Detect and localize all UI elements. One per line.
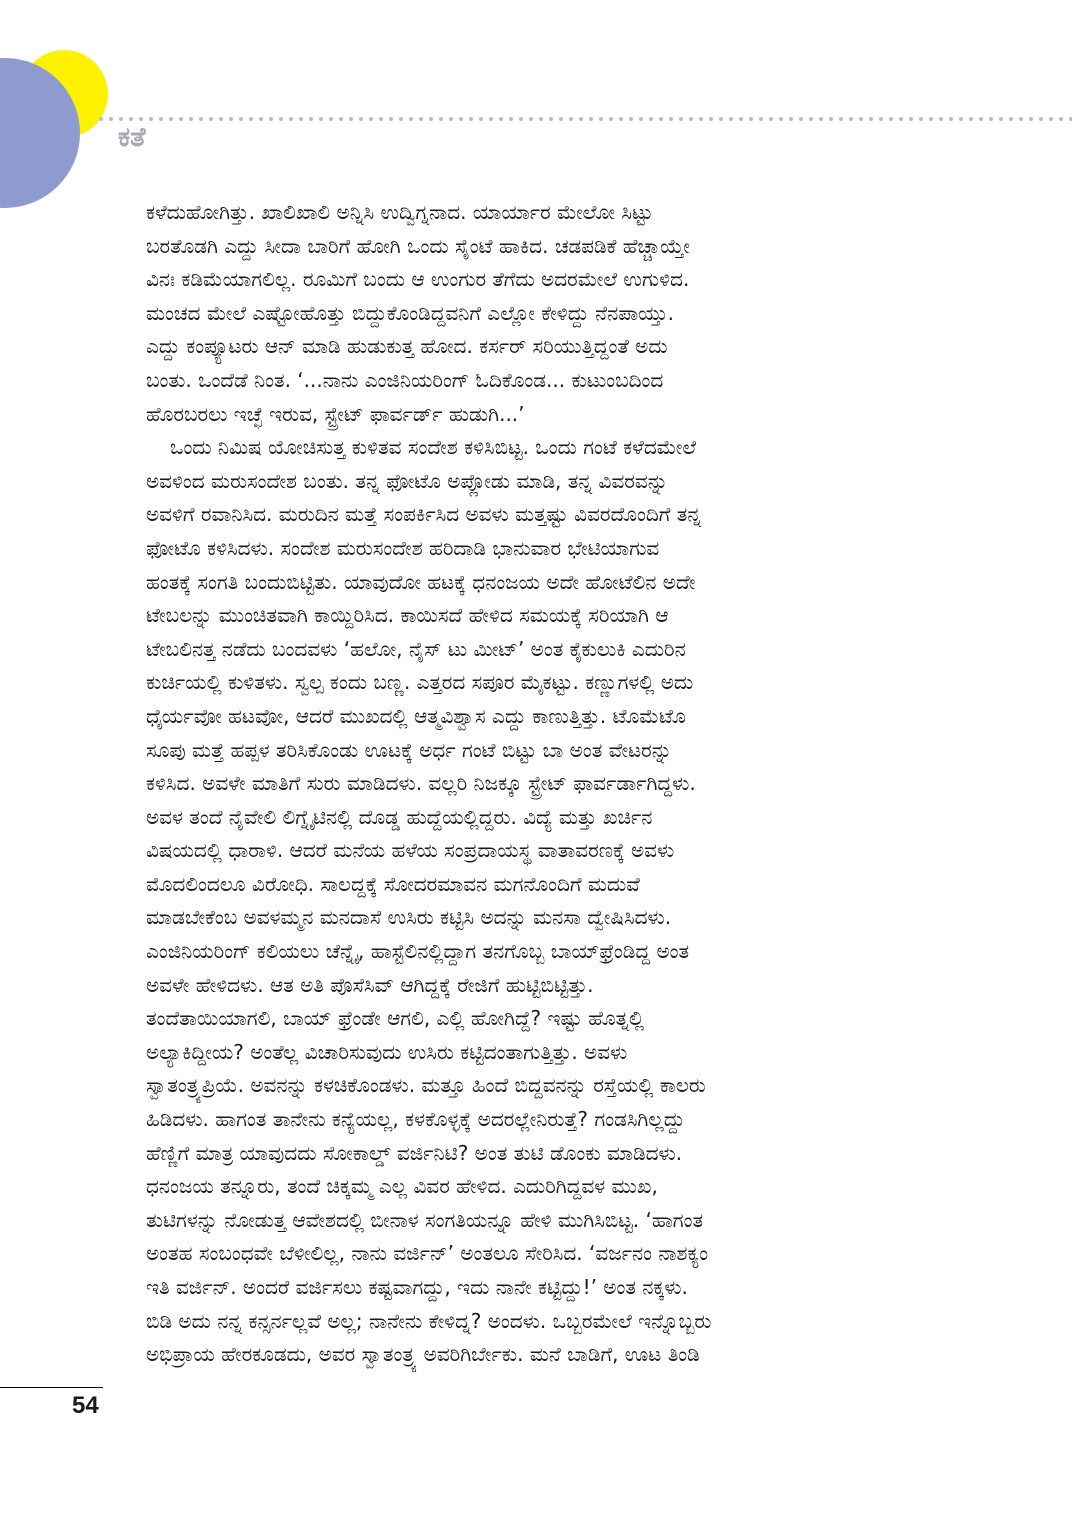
story-line: ವಿನಃ ಕಡಿಮೆಯಾಗಲಿಲ್ಲ. ರೂಮಿಗೆ ಬಂದು ಆ ಉಂಗುರ ತೆಗೆದು ಅದರಮೇಲೆ ಉಗುಳಿದ.	[146, 267, 690, 292]
story-line: ಅವಳೇ ಹೇಳಿದಳು. ಆತ ಅತಿ ಪೊಸೆಸಿವ್ ಆಗಿದ್ದಕ್ಕೆ ರೇಜಿಗೆ ಹುಟ್ಟಿಬಿಟ್ಟಿತ್ತು.	[146, 972, 594, 997]
dotted-header-rule	[96, 116, 1072, 122]
story-line: ಫೋಟೊ ಕಳಿಸಿದಳು. ಸಂದೇಶ ಮರುಸಂದೇಶ ಹರಿದಾಡಿ ಭಾನುವಾರ ಭೇಟಿಯಾಗುವ	[146, 535, 660, 560]
story-line: ಎಂಜಿನಿಯರಿಂಗ್ ಕಲಿಯಲು ಚೆನ್ನೈ, ಹಾಸ್ಟೆಲಿನಲ್ಲಿದ್ದಾಗ ತನಗೊಬ್ಬ ಬಾಯ್‌ಫ್ರೆಂಡಿದ್ದ ಅಂತ	[146, 939, 690, 964]
story-line: ತುಟಿಗಳನ್ನು ನೋಡುತ್ತ ಆವೇಶದಲ್ಲಿ ಬೀನಾಳ ಸಂಗತಿಯನ್ನೂ ಹೇಳಿ ಮುಗಿಸಿಬಿಟ್ಟ. ‘ಹಾಗಂತ	[146, 1207, 704, 1232]
story-line: ಎದ್ದು ಕಂಪ್ಯೂಟರು ಆನ್ ಮಾಡಿ ಹುಡುಕುತ್ತ ಹೋದ. ಕರ್ಸರ್ ಸರಿಯುತ್ತಿದ್ದಂತೆ ಅದು	[146, 334, 668, 359]
story-line: ಕಳಿಸಿದ. ಅವಳೇ ಮಾತಿಗೆ ಸುರು ಮಾಡಿದಳು. ವಲ್ಲರಿ ನಿಜಕ್ಕೂ ಸ್ಟ್ರೇಟ್ ಫಾರ್ವರ್ಡಾಗಿದ್ದಳು.	[146, 771, 696, 796]
story-line: ಬಿಡಿ ಅದು ನನ್ನ ಕನ್ಸರ್ನಲ್ಲವೆ ಅಲ್ಲ; ನಾನೇನು ಕೇಳಿದ್ನ? ಅಂದಳು. ಒಬ್ಬರಮೇಲೆ ಇನ್ನೊಬ್ಬರು	[146, 1308, 712, 1333]
story-line: ಮಂಚದ ಮೇಲೆ ಎಷ್ಟೋಹೊತ್ತು ಬಿದ್ದುಕೊಂಡಿದ್ದವನಿಗೆ ಎಲ್ಲೋ ಕೇಳಿದ್ದು ನೆನಪಾಯ್ತು.	[146, 300, 674, 325]
story-line: ಸ್ವಾತಂತ್ರ್ಯಪ್ರಿಯೆ. ಅವನನ್ನು ಕಳಚಿಕೊಂಡಳು. ಮತ್ತೂ ಹಿಂದೆ ಬಿದ್ದವನನ್ನು ರಸ್ತೆಯಲ್ಲಿ ಕಾಲರು	[146, 1073, 706, 1098]
story-line: ಟೇಬಲನ್ನು ಮುಂಚಿತವಾಗಿ ಕಾಯ್ದಿರಿಸಿದ. ಕಾಯಿಸದೆ ಹೇಳಿದ ಸಮಯಕ್ಕೆ ಸರಿಯಾಗಿ ಆ	[146, 603, 669, 628]
story-line: ಹೆಣ್ಣಿಗೆ ಮಾತ್ರ ಯಾವುದದು ಸೋಕಾಲ್ಡ್ ವರ್ಜಿನಿಟಿ? ಅಂತ ತುಟಿ ಡೊಂಕು ಮಾಡಿದಳು.	[146, 1140, 683, 1165]
story-line: ಒಂದು ನಿಮಿಷ ಯೋಚಿಸುತ್ತ ಕುಳಿತವ ಸಂದೇಶ ಕಳಿಸಿಬಿಟ್ಟ. ಒಂದು ಗಂಟೆ ಕಳೆದಮೇಲೆ	[170, 435, 697, 460]
page-number: 54	[72, 1392, 99, 1419]
story-line: ಅವಳಿಗೆ ರವಾನಿಸಿದ. ಮರುದಿನ ಮತ್ತೆ ಸಂಪರ್ಕಿಸಿದ ಅವಳು ಮತ್ತಷ್ಟು ವಿವರದೊಂದಿಗೆ ತನ್ನ	[146, 502, 702, 527]
story-line: ಕಳೆದುಹೋಗಿತ್ತು. ಖಾಲಿಖಾಲಿ ಅನ್ನಿಸಿ ಉದ್ವಿಗ್ನನಾದ. ಯಾರ್ಯಾರ ಮೇಲೋ ಸಿಟ್ಟು	[146, 200, 653, 224]
story-line: ಟೇಬಲಿನತ್ತ ನಡೆದು ಬಂದವಳು ‘ಹಲೋ, ನೈಸ್ ಟು ಮೀಟ್’ ಅಂತ ಕೈಕುಲುಕಿ ಎದುರಿನ	[146, 636, 686, 661]
footer-rule	[0, 1387, 103, 1388]
story-line: ಹಂತಕ್ಕೆ ಸಂಗತಿ ಬಂದುಬಿಟ್ಟಿತು. ಯಾವುದೋ ಹಟಕ್ಕೆ ಧನಂಜಯ ಅದೇ ಹೋಟೆಲಿನ ಅದೇ	[146, 569, 696, 594]
story-line: ಬರತೊಡಗಿ ಎದ್ದು ಸೀದಾ ಬಾರಿಗೆ ಹೋಗಿ ಒಂದು ಸೈಂಟೆ ಹಾಕಿದ. ಚಡಪಡಿಕೆ ಹೆಚ್ಚಾಯ್ತೇ	[146, 233, 690, 258]
story-line: ಸೂಪು ಮತ್ತೆ ಹಪ್ಪಳ ತರಿಸಿಕೊಂಡು ಊಟಕ್ಕೆ ಅರ್ಧ ಗಂಟೆ ಬಿಟ್ಟು ಬಾ ಅಂತ ವೇಟರನ್ನು	[146, 737, 672, 762]
story-line: ಇತಿ ವರ್ಜಿನ್. ಅಂದರೆ ವರ್ಜಿಸಲು ಕಷ್ಟವಾಗದ್ದು, ಇದು ನಾನೇ ಕಟ್ಟಿದ್ದು!’ ಅಂತ ನಕ್ಕಳು.	[146, 1275, 688, 1299]
story-line: ಮೊದಲಿಂದಲೂ ವಿರೋಧಿ. ಸಾಲದ್ದಕ್ಕೆ ಸೋದರಮಾವನ ಮಗನೊಂದಿಗೆ ಮದುವೆ	[146, 871, 640, 896]
story-line: ತಂದೆತಾಯಿಯಾಗಲಿ, ಬಾಯ್ ಫ್ರೆಂಡೇ ಆಗಲಿ, ಎಲ್ಲಿ ಹೋಗಿದ್ದೆ? ಇಷ್ಟು ಹೊತ್ನಲ್ಲಿ	[146, 1006, 645, 1031]
story-line: ಕುರ್ಚಿಯಲ್ಲಿ ಕುಳಿತಳು. ಸ್ವಲ್ಪ ಕಂದು ಬಣ್ಣ. ಎತ್ತರದ ಸಪೂರ ಮೈಕಟ್ಟು. ಕಣ್ಣುಗಳಲ್ಲಿ ಅದು	[146, 670, 694, 695]
section-label: ಕತೆ	[118, 122, 146, 153]
story-line: ಧೈರ್ಯವೋ ಹಟವೋ, ಆದರೆ ಮುಖದಲ್ಲಿ ಆತ್ಮವಿಶ್ವಾಸ ಎದ್ದು ಕಾಣುತ್ತಿತ್ತು. ಟೊಮೆಟೊ	[146, 703, 686, 728]
story-line: ಅಭಿಪ್ರಾಯ ಹೇರಕೂಡದು, ಅವರ ಸ್ವಾತಂತ್ರ್ಯ ಅವರಿಗಿರ್ಬೇಕು. ಮನೆ ಬಾಡಿಗೆ, ಊಟ ತಿಂಡಿ	[146, 1342, 700, 1367]
story-line: ಅವಳ ತಂದೆ ನೈವೇಲಿ ಲಿಗ್ನೈಟಿನಲ್ಲಿ ದೊಡ್ಡ ಹುದ್ದೆಯಲ್ಲಿದ್ದರು. ವಿದ್ಯೆ ಮತ್ತು ಖರ್ಚಿನ	[146, 804, 653, 829]
story-line: ಹಿಡಿದಳು. ಹಾಗಂತ ತಾನೇನು ಕನ್ಯೆಯಲ್ಲ, ಕಳಕೊಳ್ಳಕ್ಕೆ ಅದರಲ್ಲೇನಿರುತ್ತೆ? ಗಂಡಸಿಗಿಲ್ಲದ್ದು	[146, 1107, 685, 1132]
story-line: ಹೊರಬರಲು ಇಚ್ಛೆ ಇರುವ, ಸ್ಟ್ರೇಟ್ ಫಾರ್ವರ್ಡ್ ಹುಡುಗಿ...’	[146, 401, 525, 426]
story-text	[146, 196, 906, 1372]
story-line: ಧನಂಜಯ ತನ್ನೂರು, ತಂದೆ ಚಿಕ್ಕಮ್ಮ ಎಲ್ಲ ವಿವರ ಹೇಳಿದ. ಎದುರಿಗಿದ್ದವಳ ಮುಖ,	[146, 1174, 658, 1199]
story-line: ಅವಳಿಂದ ಮರುಸಂದೇಶ ಬಂತು. ತನ್ನ ಫೋಟೊ ಅಪ್ಲೋಡು ಮಾಡಿ, ತನ್ನ ವಿವರವನ್ನು	[146, 468, 668, 493]
story-line: ಮಾಡಬೇಕೆಂಬ ಅವಳಮ್ಮನ ಮನದಾಸೆ ಉಸಿರು ಕಟ್ಟಿಸಿ ಅದನ್ನು ಮನಸಾ ದ್ವೇಷಿಸಿದಳು.	[146, 905, 672, 930]
story-line: ಅಲ್ಯಾಕಿದ್ದೀಯ? ಅಂತೆಲ್ಲ ವಿಚಾರಿಸುವುದು ಉಸಿರು ಕಟ್ಟಿದಂತಾಗುತ್ತಿತ್ತು. ಅವಳು	[146, 1039, 628, 1064]
story-line: ಬಂತು. ಒಂದೆಡೆ ನಿಂತ. ‘...ನಾನು ಎಂಜಿನಿಯರಿಂಗ್ ಓದಿಕೊಂಡ... ಕುಟುಂಬದಿಂದ	[146, 367, 664, 392]
story-line: ಅಂತಹ ಸಂಬಂಧವೇ ಬೆಳೀಲಿಲ್ಲ, ನಾನು ವರ್ಜಿನ್’ ಅಂತಲೂ ಸೇರಿಸಿದ. ‘ವರ್ಜನಂ ನಾಶಕ್ಯಂ	[146, 1241, 709, 1266]
story-line: ವಿಷಯದಲ್ಲಿ ಧಾರಾಳಿ. ಆದರೆ ಮನೆಯ ಹಳೆಯ ಸಂಪ್ರದಾಯಸ್ಥ ವಾತಾವರಣಕ್ಕೆ ಅವಳು	[146, 838, 675, 863]
